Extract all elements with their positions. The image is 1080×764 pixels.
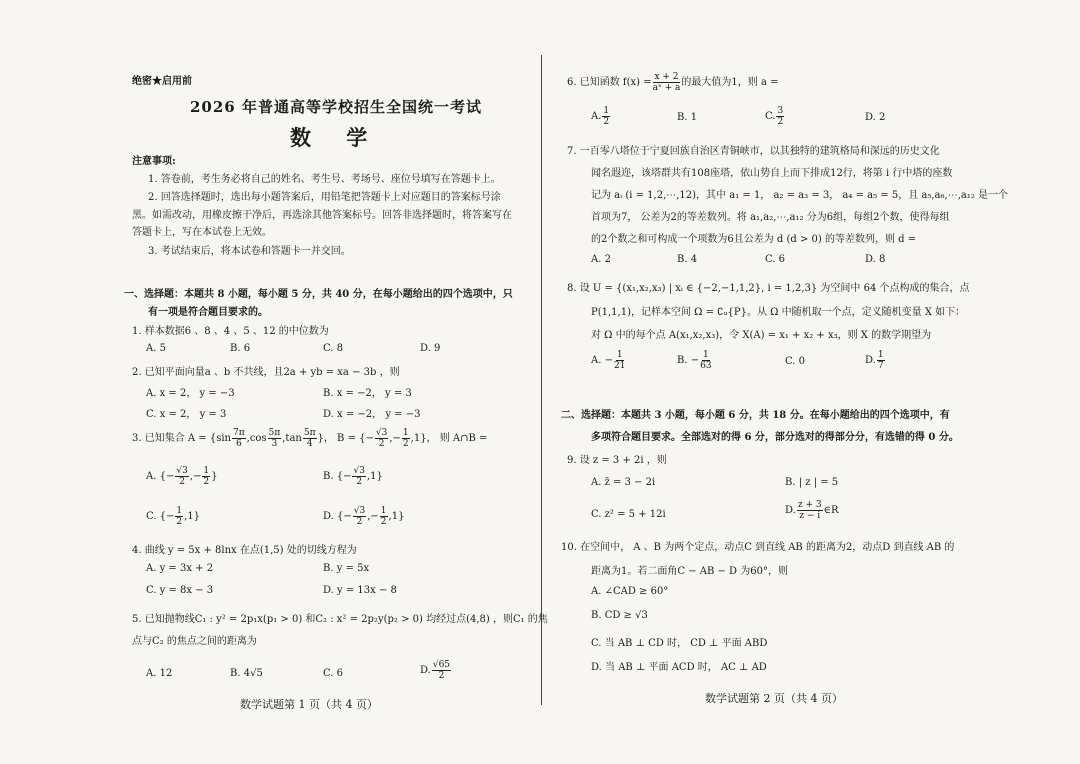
q9-option-c: C. z² = 5 + 12i — [591, 509, 666, 520]
notice-line: 1. 答卷前，考生务必将自己的姓名、考生号、考场号、座位号填写在答题卡上。 — [148, 174, 501, 185]
q8-option-a: A. − $\frac{1}{21}$ — [591, 350, 626, 371]
q8-option-d: D. $\frac{1}{7}$ — [865, 350, 884, 371]
notice-line: 答题卡上，写在本试卷上无效。 — [132, 227, 272, 238]
q1-option-a: A. 5 — [146, 343, 166, 354]
q1-option-d: D. 9 — [420, 343, 441, 354]
fraction: $\frac{1}{21}$ — [613, 350, 626, 371]
q4-option-c: C. y = 8x − 3 — [146, 585, 214, 596]
q2-option-b: B. x = −2， y = 3 — [323, 388, 412, 399]
q4-stem: 4. 曲线 y = 5x + 8lnx 在点(1,5) 处的切线方程为 — [132, 545, 357, 556]
q7-option-c: C. 6 — [765, 254, 786, 265]
q5-stem: 5. 已知抛物线C₁ : y² = 2p₁x(p₁ > 0) 和C₂ : x² = 2p₂y(p₂ > 0) 均经过点(4,8) ，则C₁ 的焦 — [132, 614, 548, 625]
page-divider — [541, 55, 542, 705]
q10-option-b: B. CD ≥ √3 — [591, 610, 648, 621]
q9-stem: 9. 设 z = 3 + 2i ，则 — [567, 455, 667, 466]
subject-title: 数 学 — [290, 125, 382, 150]
section2-heading-cont: 多项符合题目要求。全部选对的得 6 分，部分选对的得部分分，有选错的得 0 分。 — [591, 432, 959, 443]
q6-option-b: B. 1 — [677, 112, 698, 123]
q5-option-d: D. $\frac{√65}{2}$ — [420, 660, 451, 681]
page-1-footer: 数学试题第 1 页（共 4 页） — [240, 698, 378, 711]
q3-option-b: B. {− $\frac{√3}{2}$ ,1} — [323, 466, 383, 487]
notice-line: 2. 回答选择题时，选出每小题答案后，用铅笔把答题卡上对应题目的答案标号涂 — [148, 192, 501, 203]
q3-option-a: A. {− $\frac{√3}{2}$ ,− $\frac{1}{2}$ } — [146, 466, 218, 487]
q7-option-b: B. 4 — [677, 254, 698, 265]
notice-line: 3. 考试结束后，将本试卷和答题卡一并交回。 — [148, 246, 351, 257]
q6-option-c: C. $\frac{3}{2}$ — [765, 106, 784, 127]
q10-stem: 10. 在空间中， A 、B 为两个定点，动点C 到直线 AB 的距离为2，动点D 到直线 AB 的 — [561, 542, 955, 553]
q1-option-b: B. 6 — [230, 343, 251, 354]
fraction: $\frac{5\pi}{4}$ — [303, 428, 316, 449]
fraction: $\frac{√3}{2}$ — [353, 466, 365, 487]
fraction: $\frac{x + 2}{\text{aˣ + a}}$ — [652, 72, 681, 93]
page-2-footer: 数学试题第 2 页（共 4 页） — [705, 692, 843, 705]
q9-option-d: D. $\frac{z + 3}{z - i}$ ∈R — [785, 500, 839, 521]
fraction: $\frac{3}{2}$ — [777, 106, 784, 127]
section1-heading-cont: 有一项是符合题目要求的。 — [148, 307, 268, 318]
q5-option-c: C. 6 — [323, 668, 344, 679]
q8-option-b: B. − $\frac{1}{63}$ — [677, 350, 712, 371]
notice-line: 黑。如需改动，用橡皮擦干净后，再选涂其他答案标号。回答非选择题时，将答案写在 — [132, 210, 512, 221]
q7-option-a: A. 2 — [591, 254, 611, 265]
fraction: $\frac{√3}{2}$ — [176, 466, 188, 487]
q7-stem-line: 7. 一百零八塔位于宁夏回族自治区青铜峡市，以其独特的建筑格局和深远的历史文化 — [567, 146, 940, 157]
q7-stem-line: 记为 aᵢ (i = 1,2,⋯,12)，其中 a₁ = 1， a₂ = a₃ = 3， a₄ = a₅ = 5，且 a₅,a₆,⋯,a₁₂ 是一个 — [591, 190, 1009, 201]
q6-stem: 6. 已知函数 f(x) = $\frac{x + 2}{\text{aˣ + a}}$ 的最大值为1，则 a = — [567, 72, 779, 93]
q10-option-a: A. ∠CAD ≥ 60° — [591, 586, 669, 597]
section2-heading: 二、选择题：本题共 3 小题，每小题 6 分，共 18 分。在每小题给出的四个选项中，有 — [561, 410, 950, 421]
fraction: $\frac{5\pi}{3}$ — [268, 428, 281, 449]
q7-stem-line: 首项为7， 公差为2的等差数列。将 a₁,a₂,⋯,a₁₂ 分为6组，每组2个数，使得每组 — [591, 212, 950, 223]
q1-stem: 1. 样本数据6 、8 、4 、5 、12 的中位数为 — [132, 326, 329, 337]
fraction: $\frac{√3}{2}$ — [353, 506, 366, 527]
q5-stem-cont: 点与C₂ 的焦点之间的距离为 — [132, 636, 257, 647]
q3-option-c: C. {− $\frac{1}{2}$ ,1} — [146, 506, 201, 527]
fraction: $\frac{1}{2}$ — [603, 106, 610, 127]
q7-stem-line: 闻名遐迩，该塔群共有108座塔，依山势自上而下排成12行，将第 i 行中塔的座数 — [591, 168, 953, 179]
fraction: $\frac{√65}{2}$ — [432, 660, 451, 681]
section1-heading: 一、选择题：本题共 8 小题，每小题 5 分，共 40 分，在每小题给出的四个选项中，只 — [124, 289, 513, 300]
fraction: $\frac{1}{2}$ — [402, 428, 409, 449]
exam-title: 2026 年普通高等学校招生全国统一考试 — [190, 98, 482, 116]
fraction: $\frac{1}{63}$ — [700, 350, 712, 371]
q4-option-a: A. y = 3x + 2 — [146, 563, 214, 574]
q3-option-d: D. {− $\frac{√3}{2}$ ,− $\frac{1}{2}$ ,1} — [323, 506, 405, 527]
fraction: $\frac{√3}{2}$ — [375, 428, 388, 449]
q8-stem-line: 8. 设 U = {(x₁,x₂,x₃) | xᵢ ∈ {−2,−1,1,2}, i = 1,2,3} 为空间中 64 个点构成的集合，点 — [567, 283, 970, 294]
q1-option-c: C. 8 — [323, 343, 344, 354]
fraction: $\frac{z + 3}{z - i}$ — [797, 500, 822, 521]
q5-option-a: A. 12 — [146, 668, 173, 679]
q4-option-b: B. y = 5x — [323, 563, 370, 574]
q2-stem: 2. 已知平面向量a 、b 不共线，且2a + yb = xa − 3b ，则 — [132, 367, 400, 378]
q6-option-a: A. $\frac{1}{2}$ — [591, 106, 610, 127]
q10-option-c: C. 当 AB ⊥ CD 时， CD ⊥ 平面 ABD — [591, 638, 768, 649]
fraction: $\frac{7\pi}{6}$ — [233, 428, 245, 449]
q9-option-b: B. | z | = 5 — [785, 477, 839, 488]
q8-stem-line: P(1,1,1)，记样本空间 Ω = ∁ᵤ{P}。从 Ω 中随机取一个点，定义随机变量 X 如下： — [591, 307, 966, 318]
fraction: $\frac{1}{2}$ — [176, 506, 183, 527]
q2-option-d: D. x = −2， y = −3 — [323, 409, 421, 420]
q7-option-d: D. 8 — [865, 254, 886, 265]
q6-option-d: D. 2 — [865, 112, 886, 123]
q8-option-c: C. 0 — [785, 356, 806, 367]
q3-stem: 3. 已知集合 A = {sin $\frac{7\pi}{6}$ ,cos $\frac{5\pi}{3}$ ,tan $\frac{5\pi}{4}$ }， B = {− $\frac{√3}{2}$ ,− $\frac{1}{2}$ ,1}， 则 A∩B = — [132, 428, 488, 449]
notice-heading: 注意事项: — [132, 156, 176, 167]
secret-label: 绝密★启用前 — [132, 76, 192, 87]
fraction: $\frac{1}{7}$ — [877, 350, 884, 371]
q7-stem-line: 的2个数之和可构成一个项数为6且公差为 d (d > 0) 的等差数列，则 d = — [591, 234, 917, 245]
q2-option-a: A. x = 2， y = −3 — [146, 388, 235, 399]
q2-option-c: C. x = 2， y = 3 — [146, 409, 227, 420]
q10-stem-cont: 距离为1。若二面角C − AB − D 为60°，则 — [591, 566, 788, 577]
fraction: $\frac{1}{2}$ — [380, 506, 387, 527]
q9-option-a: A. z̄ = 3 − 2i — [591, 477, 656, 488]
q10-option-d: D. 当 AB ⊥ 平面 ACD 时， AC ⊥ AD — [591, 662, 767, 673]
fraction: $\frac{1}{2}$ — [203, 466, 210, 487]
q8-stem-line: 对 Ω 中的每个点 A(x₁,x₂,x₃)，令 X(A) = x₁ + x₂ + x₃，则 X 的数学期望为 — [591, 330, 932, 341]
q4-option-d: D. y = 13x − 8 — [323, 585, 397, 596]
q5-option-b: B. 4√5 — [230, 668, 263, 679]
